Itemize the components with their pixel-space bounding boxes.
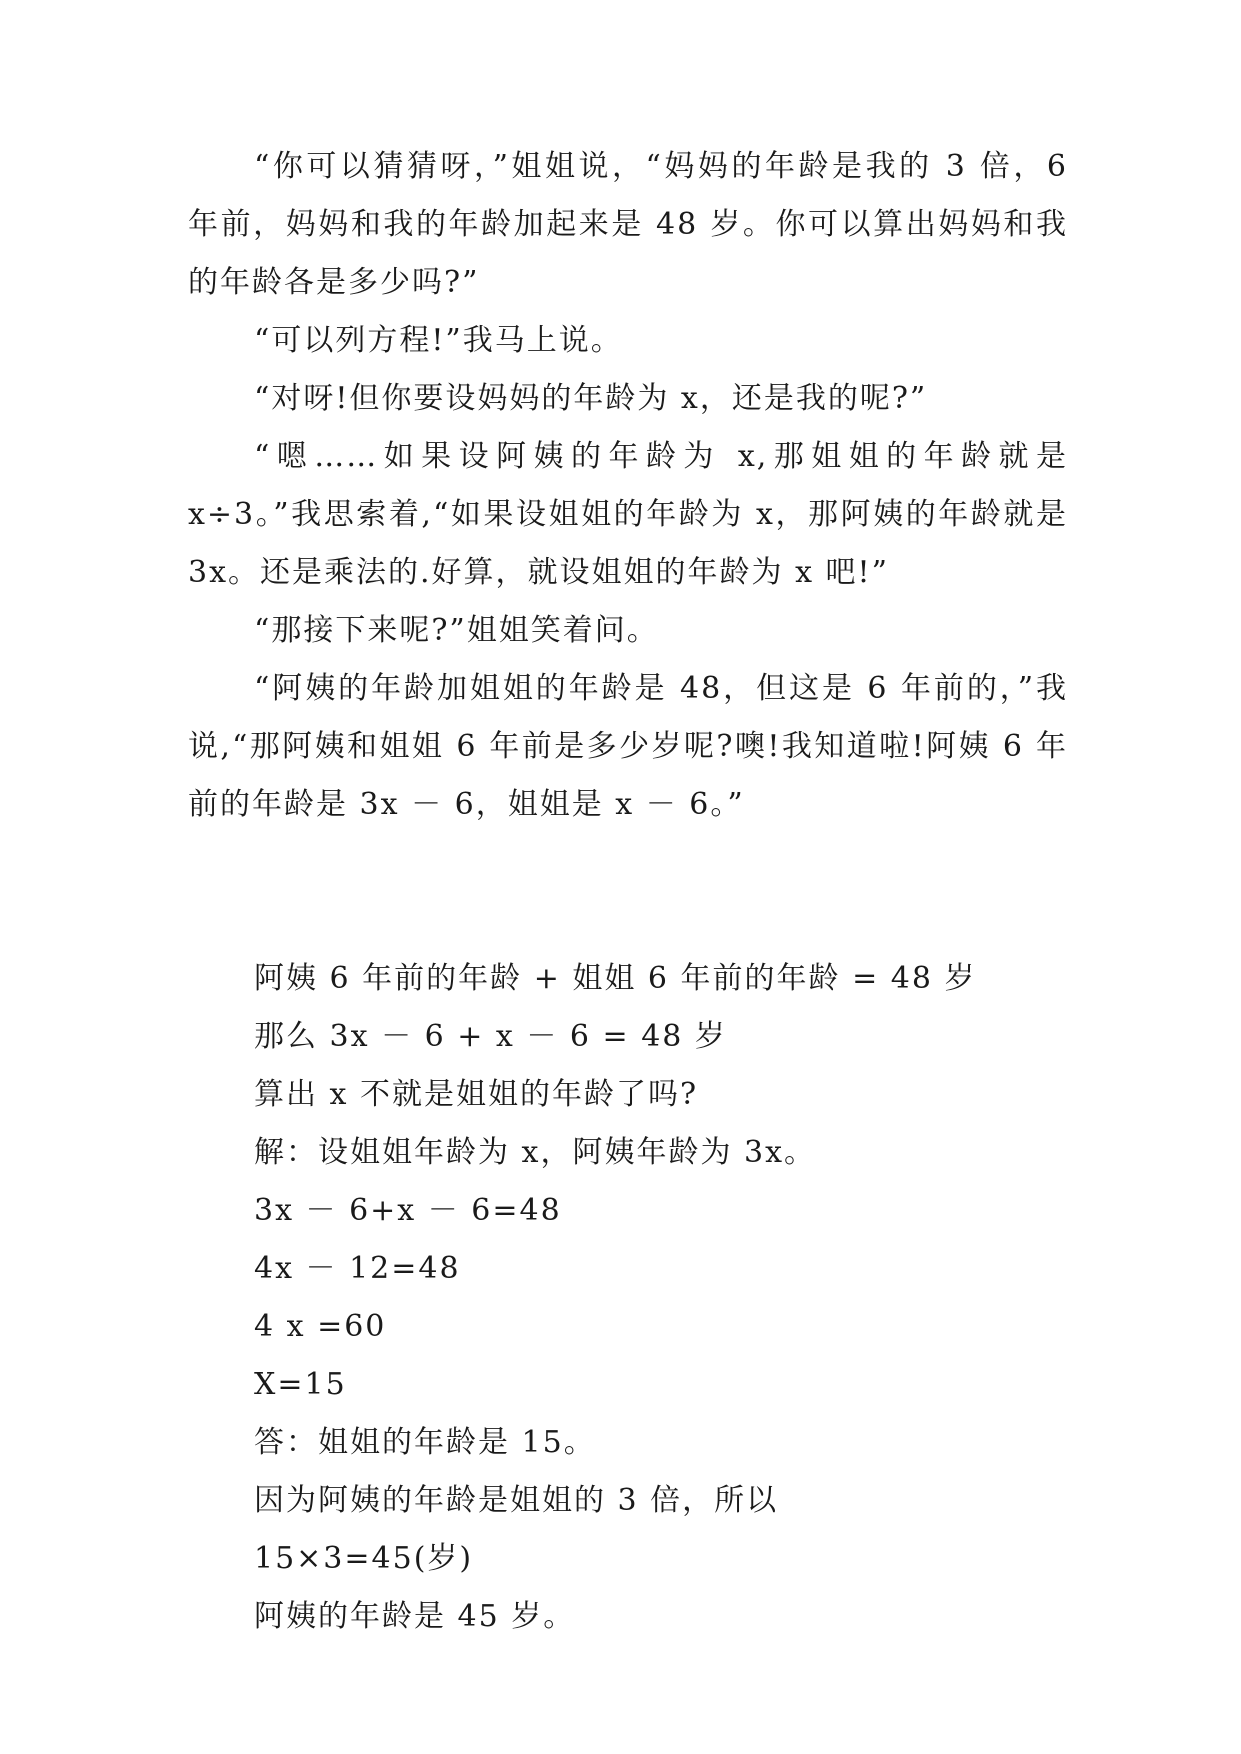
solution-line-7: 4 x =60 (254, 1309, 387, 1344)
solution-line-8: X=15 (254, 1367, 347, 1402)
solution-line-10: 因为阿姨的年龄是姐姐的 3 倍，所以 (254, 1483, 779, 1518)
solution-line-3: 算出 x 不就是姐姐的年龄了吗? (254, 1077, 699, 1112)
paragraph-2: “可以列方程!”我马上说。 (254, 323, 623, 358)
solution-line-9: 答：姐姐的年龄是 15。 (254, 1425, 596, 1460)
dialogue-section (188, 138, 1068, 834)
solution-line-2: 那么 3x － 6 + x － 6 = 48 岁 (254, 1019, 727, 1054)
solution-line-4: 解：设姐姐年龄为 x，阿姨年龄为 3x。 (254, 1135, 816, 1170)
paragraph-3: “对呀!但你要设妈妈的年龄为 x，还是我的呢?” (254, 381, 928, 416)
paragraph-1: “你可以猜猜呀，”姐姐说，“妈妈的年龄是我的 3 倍，6 年前，妈妈和我的年龄加起来是 48 岁。你可以算出妈妈和我的年龄各是多少吗?” (188, 149, 1068, 300)
solution-line-12: 阿姨的年龄是 45 岁。 (254, 1599, 576, 1634)
solution-line-11: 15×3=45(岁) (254, 1541, 474, 1576)
solution-section (254, 950, 1074, 1646)
paragraph-6: “阿姨的年龄加姐姐的年龄是 48，但这是 6 年前的，”我说,“那阿姨和姐姐 6 年前是多少岁呢?噢!我知道啦!阿姨 6 年前的年龄是 3x － 6，姐姐是 x － 6。” (188, 671, 1068, 822)
solution-line-1: 阿姨 6 年前的年龄 + 姐姐 6 年前的年龄 = 48 岁 (254, 961, 977, 996)
paragraph-5: “那接下来呢?”姐姐笑着问。 (254, 613, 659, 648)
paragraph-4: “嗯……如果设阿姨的年龄为 x,那姐姐的年龄就是 x÷3。”我思索着,“如果设姐姐的年龄为 x，那阿姨的年龄就是 3x。还是乘法的.好算，就设姐姐的年龄为 x 吧!” (188, 439, 1068, 590)
solution-line-6: 4x － 12=48 (254, 1251, 461, 1286)
solution-line-5: 3x － 6+x － 6=48 (254, 1193, 562, 1228)
